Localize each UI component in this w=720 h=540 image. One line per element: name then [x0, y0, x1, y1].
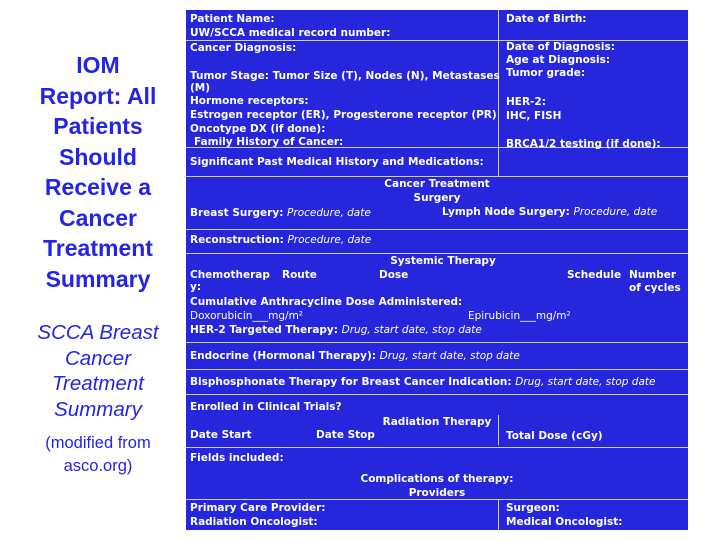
- row-divider: [186, 447, 688, 448]
- chemotherapy-label-cont: y:: [190, 281, 202, 293]
- date-of-birth-label: Date of Birth:: [506, 13, 587, 25]
- title-line: Summary: [45, 265, 151, 292]
- bisphosphonate-label: [190, 376, 655, 388]
- dose-label: Dose: [379, 269, 409, 281]
- schedule-label: Schedule: [567, 269, 622, 281]
- sidebar-title: [10, 50, 186, 294]
- subtitle-line: SCCA Breast: [37, 321, 159, 344]
- title-line: Receive a: [44, 174, 152, 200]
- treatment-summary-form: [186, 10, 688, 530]
- reconstruction-label: [190, 234, 371, 246]
- column-divider: [498, 499, 499, 530]
- endocrine-value: Drug, start date, stop date: [379, 350, 520, 362]
- her2-label: HER-2:: [506, 96, 546, 108]
- patient-name-label: Patient Name:: [190, 13, 275, 25]
- column-divider: [498, 10, 499, 176]
- row-divider: [186, 176, 688, 177]
- lymph-node-surgery-label: [442, 206, 657, 218]
- source-line: (modified from: [45, 434, 151, 452]
- surgeon-label: Surgeon:: [506, 502, 560, 514]
- medical-history-label: Significant Past Medical History and Medications:: [190, 156, 484, 168]
- sidebar-subtitle: [10, 320, 186, 422]
- bisphosphonate-label-text: Bisphosphonate Therapy for Breast Cancer Indication:: [190, 376, 512, 388]
- title-line: IOM: [76, 52, 120, 78]
- medical-oncologist-label: Medical Oncologist:: [506, 516, 623, 528]
- row-divider: [186, 394, 688, 395]
- title-line: Patients: [53, 113, 143, 139]
- epirubicin-field: Epirubicin___mg/m²: [468, 310, 571, 322]
- systemic-therapy-heading: Systemic Therapy: [390, 255, 496, 267]
- subtitle-line: Summary: [54, 397, 142, 421]
- providers-heading: Providers: [408, 487, 466, 499]
- doxorubicin-field: Doxorubicin___mg/m²: [190, 310, 304, 322]
- row-divider: [186, 253, 688, 254]
- her2-targeted-value: Drug, start date, stop date: [341, 324, 482, 336]
- lymph-node-value: Procedure, date: [573, 206, 658, 218]
- her2-targeted-label-text: HER-2 Targeted Therapy:: [190, 324, 338, 336]
- surgery-heading: Surgery: [413, 192, 461, 204]
- primary-care-label: Primary Care Provider:: [190, 502, 326, 514]
- ihc-fish-label: IHC, FISH: [506, 110, 562, 122]
- family-history-label: Family History of Cancer:: [194, 136, 344, 148]
- breast-surgery-label-text: Breast Surgery:: [190, 207, 284, 219]
- age-at-diagnosis-label: Age at Diagnosis:: [506, 54, 611, 66]
- her2-targeted-label: [190, 324, 482, 336]
- brca-label: BRCA1/2 testing (if done):: [506, 138, 661, 150]
- endocrine-label-text: Endocrine (Hormonal Therapy):: [190, 350, 376, 362]
- clinical-trials-label: Enrolled in Clinical Trials?: [190, 401, 342, 413]
- fields-included-label: Fields included:: [190, 452, 284, 464]
- row-divider: [186, 229, 688, 230]
- bisphosphonate-value: Drug, start date, stop date: [515, 376, 656, 388]
- sidebar-source: [10, 432, 186, 478]
- subtitle-line: Treatment: [52, 372, 144, 395]
- tumor-stage-label-cont: (M): [190, 82, 211, 94]
- reconstruction-label-text: Reconstruction:: [190, 234, 284, 246]
- cancer-treatment-heading: Cancer Treatment: [384, 178, 490, 190]
- radiation-therapy-heading: Radiation Therapy: [382, 416, 492, 428]
- title-line: Treatment: [43, 235, 153, 261]
- subtitle-line: Cancer: [64, 346, 132, 370]
- lymph-node-label-text: Lymph Node Surgery:: [442, 206, 570, 218]
- date-of-diagnosis-label: Date of Diagnosis:: [506, 41, 615, 53]
- title-line: Cancer: [59, 204, 137, 231]
- row-divider: [186, 369, 688, 370]
- date-start-label: Date Start: [190, 429, 252, 441]
- breast-surgery-label: [190, 207, 371, 219]
- endocrine-label: [190, 350, 520, 362]
- row-divider: [186, 499, 688, 500]
- title-line: Report: All: [39, 82, 157, 109]
- cumulative-dose-label: Cumulative Anthracycline Dose Administered:: [190, 296, 463, 308]
- number-of-cycles-label-cont: of cycles: [629, 282, 681, 294]
- oncotype-label: Oncotype DX (if done):: [190, 123, 326, 135]
- reconstruction-value: Procedure, date: [287, 234, 372, 246]
- title-line: Should: [59, 143, 137, 170]
- route-label: Route: [282, 269, 317, 281]
- breast-surgery-value: Procedure, date: [287, 207, 371, 219]
- sidebar: [0, 0, 184, 540]
- row-divider: [186, 342, 688, 343]
- cancer-diagnosis-label: Cancer Diagnosis:: [190, 42, 297, 54]
- date-stop-label: Date Stop: [316, 429, 375, 441]
- number-of-cycles-label: Number: [629, 269, 677, 281]
- tumor-grade-label: Tumor grade:: [506, 67, 586, 79]
- estrogen-progesterone-label: Estrogen receptor (ER), Progesterone receptor (PR): [190, 109, 497, 121]
- medical-record-label: UW/SCCA medical record number:: [190, 27, 391, 39]
- hormone-receptors-label: Hormone receptors:: [190, 95, 309, 107]
- total-dose-label: Total Dose (cGy): [506, 430, 603, 442]
- radiation-oncologist-label: Radiation Oncologist:: [190, 516, 318, 528]
- complications-label: Complications of therapy:: [360, 473, 514, 485]
- source-line: asco.org): [63, 457, 133, 475]
- chemotherapy-label: Chemotherap: [190, 269, 270, 281]
- tumor-stage-label: Tumor Stage: Tumor Size (T), Nodes (N), Metastases: [190, 70, 500, 82]
